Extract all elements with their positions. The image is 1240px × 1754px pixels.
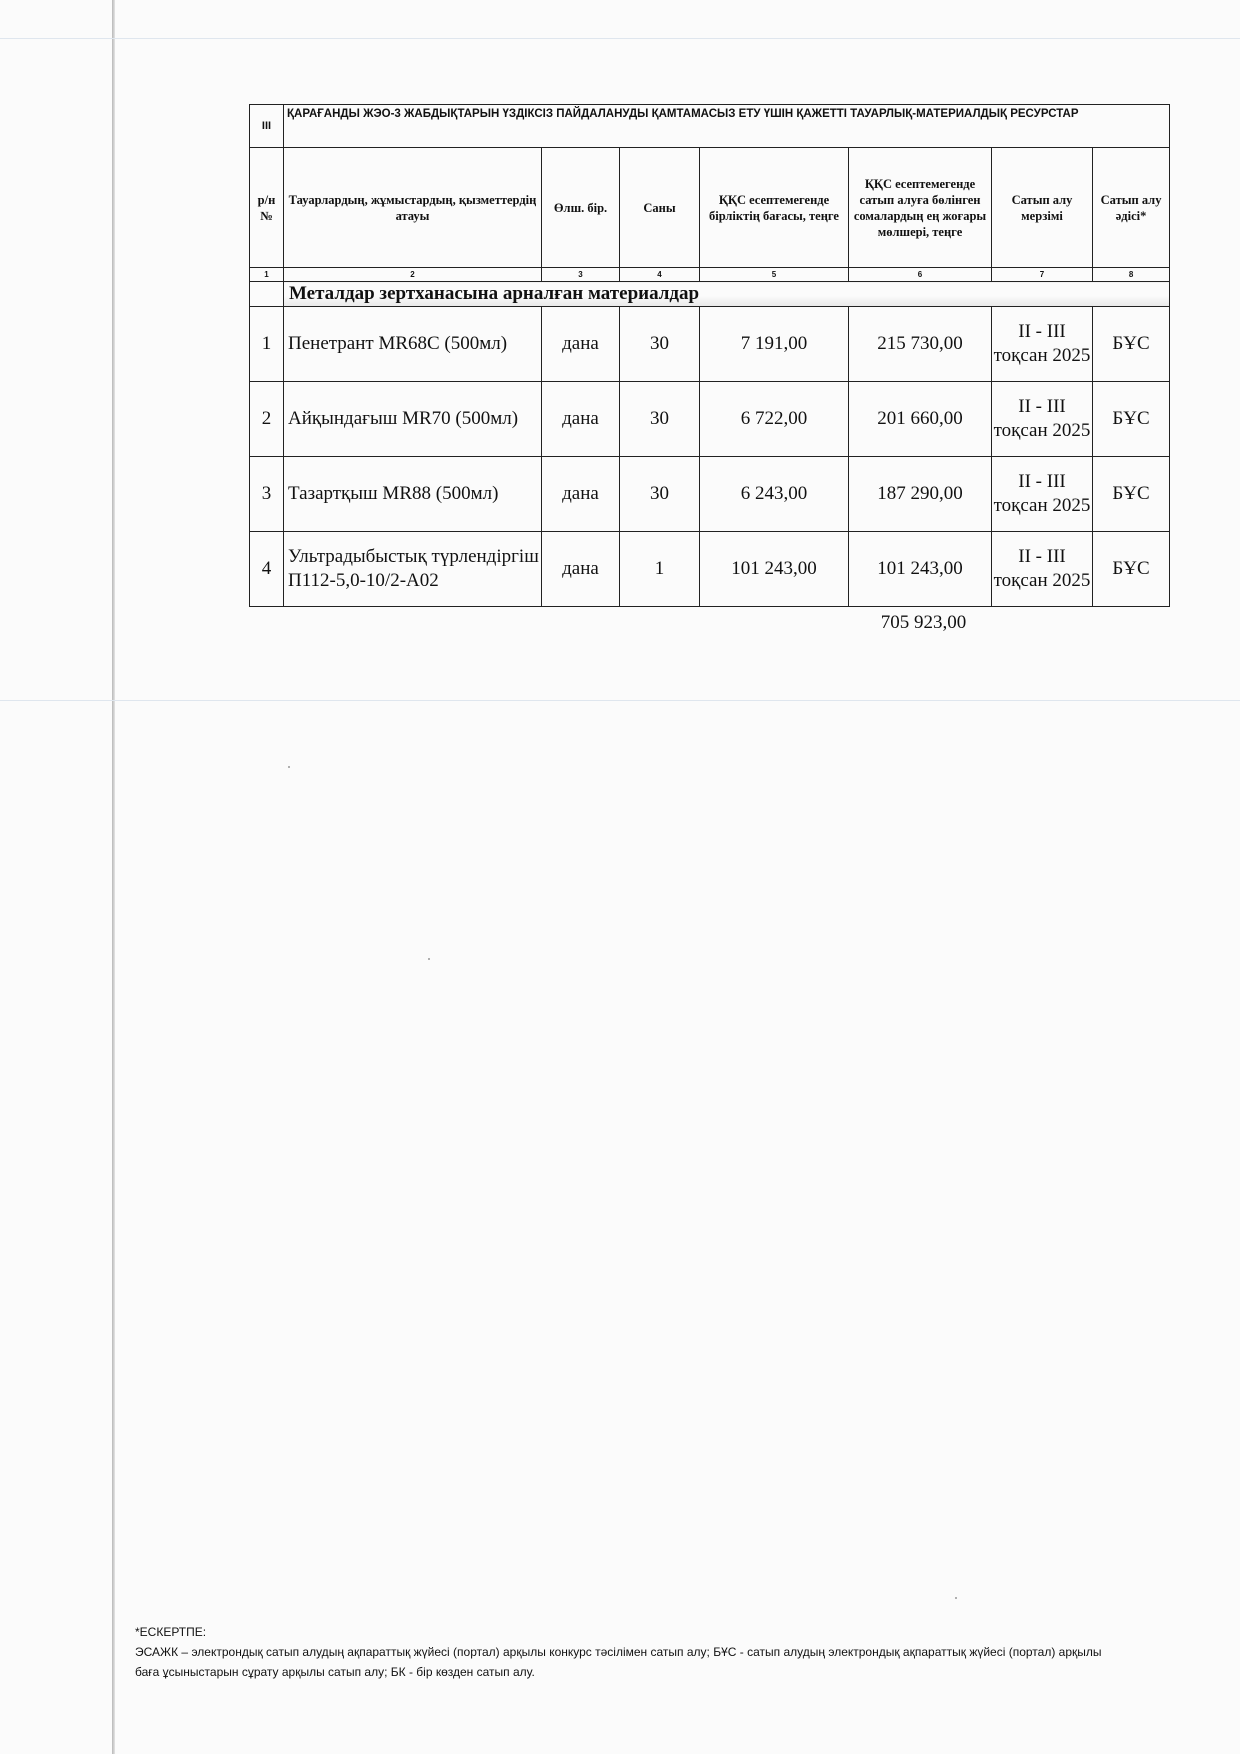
total-sum: 705 923,00 (880, 612, 967, 633)
footnote-title: *ЕСКЕРТПЕ: (135, 1625, 207, 1639)
row-unit: дана (542, 382, 620, 457)
row-price: 6 243,00 (700, 457, 849, 532)
row-term: II - III тоқсан 2025 (992, 382, 1093, 457)
header-method: Сатып алу әдісі* (1093, 148, 1170, 268)
table-row (250, 532, 1170, 607)
section-label-empty (250, 282, 284, 307)
footnote-line: баға ұсыныстарын сұрату арқылы сатып алу; БК - бір көзден сатып алу. (135, 1665, 535, 1679)
section-label-row (250, 282, 1170, 307)
row-sum: 187 290,00 (849, 457, 992, 532)
row-number: 1 (250, 307, 284, 382)
row-term: II - III тоқсан 2025 (992, 532, 1093, 607)
row-name: Ультрадыбыстық түрлендіргіш П112-5,0-10/2-А02 (284, 532, 542, 607)
col-number: 8 (1093, 268, 1170, 282)
row-term: II - III тоқсан 2025 (992, 457, 1093, 532)
table-row (250, 382, 1170, 457)
footnote (135, 1622, 1195, 1682)
row-method: БҰС (1093, 382, 1170, 457)
row-sum: 215 730,00 (849, 307, 992, 382)
scan-speck (428, 958, 430, 960)
row-method: БҰС (1093, 457, 1170, 532)
row-qty: 1 (620, 532, 700, 607)
row-name: Айқындағыш MR70 (500мл) (284, 382, 542, 457)
row-method: БҰС (1093, 532, 1170, 607)
header-term: Сатып алу мерзімі (992, 148, 1093, 268)
row-qty: 30 (620, 307, 700, 382)
resources-table (249, 104, 1170, 607)
row-term: II - III тоқсан 2025 (992, 307, 1093, 382)
header-rn: р/н № (250, 148, 284, 268)
row-price: 101 243,00 (700, 532, 849, 607)
row-name: Тазартқыш MR88 (500мл) (284, 457, 542, 532)
row-qty: 30 (620, 382, 700, 457)
row-price: 7 191,00 (700, 307, 849, 382)
col-number: 3 (542, 268, 620, 282)
scan-speck (955, 1597, 957, 1599)
section-label: Металдар зертханасына арналған материалдар (284, 282, 1170, 307)
row-method: БҰС (1093, 307, 1170, 382)
row-unit: дана (542, 532, 620, 607)
col-number: 2 (284, 268, 542, 282)
row-name: Пенетрант MR68C (500мл) (284, 307, 542, 382)
row-unit: дана (542, 307, 620, 382)
row-qty: 30 (620, 457, 700, 532)
header-name: Тауарлардың, жұмыстардың, қызметтердің атауы (284, 148, 542, 268)
col-number: 7 (992, 268, 1093, 282)
table-row (250, 457, 1170, 532)
header-sum: ҚҚС есептемегенде сатып алуға бөлінген сомалардың ең жоғары мөлшері, теңге (849, 148, 992, 268)
col-number: 6 (849, 268, 992, 282)
scan-line (0, 700, 1240, 701)
row-number: 2 (250, 382, 284, 457)
row-number: 3 (250, 457, 284, 532)
header-price: ҚҚС есептемегенде бірліктің бағасы, теңге (700, 148, 849, 268)
footnote-line: ЭСАЖК – электрондық сатып алудың ақпараттық жүйесі (портал) арқылы конкурс тәсілімен сатып алу; БҰС - сатып алудың электрондық ақпараттық жүйесі (портал) арқылы (135, 1645, 1102, 1659)
scan-speck (288, 766, 290, 768)
col-number: 1 (250, 268, 284, 282)
page-edge (112, 0, 115, 1754)
header-qty: Саны (620, 148, 700, 268)
section-roman: III (250, 105, 284, 148)
col-number: 5 (700, 268, 849, 282)
header-unit: Өлш. бір. (542, 148, 620, 268)
row-unit: дана (542, 457, 620, 532)
col-number: 4 (620, 268, 700, 282)
column-number-row (250, 268, 1170, 282)
header-row (250, 148, 1170, 268)
section-title: ҚАРАҒАНДЫ ЖЭО-3 ЖАБДЫҚТАРЫН ҮЗДІКСІЗ ПАЙДАЛАНУДЫ ҚАМТАМАСЫЗ ЕТУ ҮШІН ҚАЖЕТТІ ТАУАРЛЫҚ-МАТЕРИАЛДЫҚ РЕСУРСТАР (284, 105, 1170, 148)
row-sum: 101 243,00 (849, 532, 992, 607)
row-price: 6 722,00 (700, 382, 849, 457)
scan-line (0, 38, 1240, 39)
row-sum: 201 660,00 (849, 382, 992, 457)
row-number: 4 (250, 532, 284, 607)
section-title-row (250, 105, 1170, 148)
table-row (250, 307, 1170, 382)
